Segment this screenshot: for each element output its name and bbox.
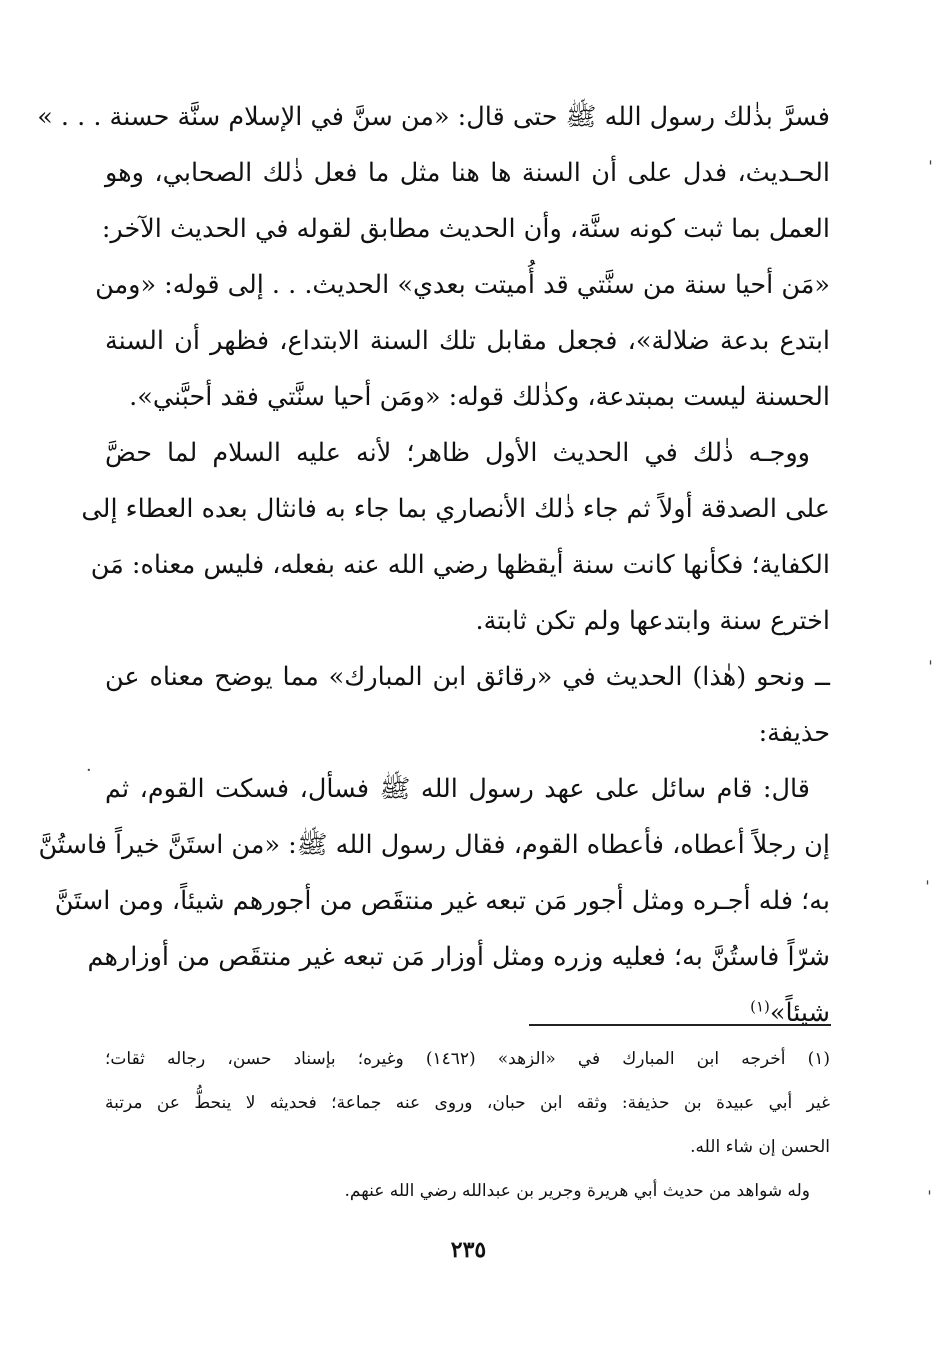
- footnote-line: الحسن إن شاء الله.: [690, 1137, 830, 1157]
- scan-speck-icon: ˈ: [928, 158, 933, 179]
- body-line: الكفاية؛ فكأنها كانت سنة أيقظها رضي الله عنه بفعله، فليس معناه: مَن: [90, 550, 830, 580]
- footnote-marker: (١): [750, 997, 770, 1016]
- body-line: إن رجلاً أعطاه، فأعطاه القوم، فقال رسول الله ﷺ: «من استَنَّ خيراً فاستُنَّ: [38, 830, 830, 860]
- body-line: شرّاً فاستُنَّ به؛ فعليه وزره ومثل أوزار مَن تبعه غير منتقَص من أوزارهم: [87, 942, 830, 972]
- body-line: ــ ونحو (هٰذا) الحديث في «رقائق ابن المبارك» مما يوضح معناه عن: [105, 662, 830, 692]
- body-line: ووجـه ذٰلك في الحديث الأول ظاهر؛ لأنه عليه السلام لما حضَّ: [105, 438, 810, 468]
- body-line: اخترع سنة وابتدعها ولم تكن ثابتة.: [475, 606, 830, 636]
- body-line: حذيفة:: [758, 718, 830, 748]
- footnote-line: غير أبي عبيدة بن حذيفة: وثقه ابن حبان، وروى عنه جماعة؛ فحديثه لا ينحطُّ عن مرتبة: [105, 1093, 830, 1113]
- body-line: ابتدع بدعة ضلالة»، فجعل مقابل تلك السنة الابتداع، فظهر أن السنة: [105, 326, 830, 356]
- body-line: العمل بما ثبت كونه سنَّة، وأن الحديث مطابق لقوله في الحديث الآخر:: [101, 214, 830, 244]
- body-line: فسرَّ بذٰلك رسول الله ﷺ حتى قال: «من سنَّ في الإسلام سنَّة حسنة . . . »: [37, 102, 830, 132]
- body-line: على الصدقة أولاً ثم جاء ذٰلك الأنصاري بما جاء به فانثال بعده العطاء إلى: [81, 494, 830, 524]
- page-number: ٢٣٥: [450, 1237, 487, 1263]
- body-line: قال: قام سائل على عهد رسول الله ﷺ فسأل، فسكت القوم، ثم: [105, 774, 810, 804]
- scan-speck-icon: ˈ: [927, 1188, 932, 1209]
- body-line: به؛ فله أجـره ومثل أجور مَن تبعه غير منتقَص من أجورهم شيئاً، ومن استَنَّ: [54, 886, 830, 916]
- scan-speck-icon: ˈ: [928, 658, 933, 679]
- footnote-separator: [529, 1024, 831, 1026]
- footnote-line: وله شواهد من حديث أبي هريرة وجرير بن عبدالله رضي الله عنهم.: [344, 1181, 810, 1201]
- body-line: الحسنة ليست بمبتدعة، وكذٰلك قوله: «ومَن أحيا سنَّتي فقد أحبَّني».: [129, 382, 830, 412]
- scan-speck-icon: ·: [86, 760, 92, 781]
- body-line: الحـديث، فدل على أن السنة ها هنا مثل ما فعل ذٰلك الصحابي، وهو: [105, 158, 830, 188]
- body-line: [105, 993, 830, 1033]
- body-line: «مَن أحيا سنة من سنَّتي قد أُميتت بعدي» الحديث. . . إلى قوله: «ومن: [95, 270, 830, 300]
- body-line-text: شيئاً»: [769, 998, 830, 1028]
- scan-speck-icon: ˈ: [925, 878, 930, 899]
- footnote-line: (١) أخرجه ابن المبارك في «الزهد» (١٤٦٢) وغيره؛ بإسناد حسن، رجاله ثقات؛: [105, 1049, 830, 1069]
